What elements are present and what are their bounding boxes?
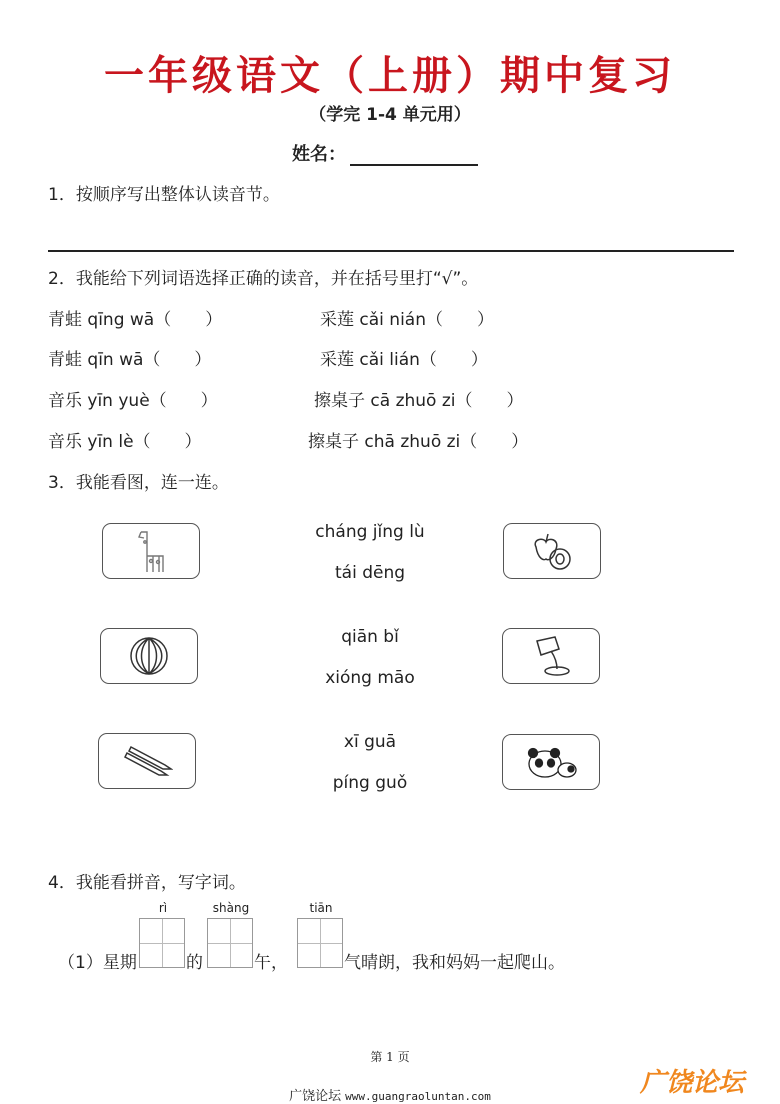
name-field — [292, 140, 478, 166]
sentence-part: 气晴朗，我和妈妈一起爬山。 — [344, 953, 565, 973]
answer-line[interactable] — [48, 250, 734, 252]
apples-icon — [528, 529, 576, 573]
question-1: 1．按顺序写出整体认读音节。 — [48, 185, 280, 205]
page-number: 第 1 页 — [370, 1050, 410, 1064]
option-item[interactable]: 采莲 cǎi lián（ ） — [320, 350, 488, 370]
giraffe-icon — [131, 528, 171, 574]
option-item[interactable]: 音乐 yīn lè（ ） — [48, 432, 202, 452]
option-item[interactable]: 擦桌子 chā zhuō zi（ ） — [308, 432, 529, 452]
sentence-part: （1）星期 — [58, 953, 137, 973]
pencils-icon — [121, 741, 173, 781]
picture-card-panda[interactable] — [502, 734, 600, 790]
pinyin-hint: rì — [158, 901, 168, 915]
footer-url[interactable]: www.guangraoluntan.com — [345, 1090, 491, 1103]
option-item[interactable]: 音乐 yīn yuè（ ） — [48, 391, 218, 411]
watermelon-icon — [124, 633, 174, 679]
picture-card-apples[interactable] — [503, 523, 601, 579]
picture-card-giraffe[interactable] — [102, 523, 200, 579]
pinyin-label: qiān bǐ — [341, 627, 399, 647]
picture-card-watermelon[interactable] — [100, 628, 198, 684]
name-blank[interactable] — [350, 146, 478, 166]
site-logo: 广饶论坛 — [640, 1068, 745, 1098]
question-2: 2．我能给下列词语选择正确的读音，并在括号里打“√”。 — [48, 269, 479, 289]
footer-site-name: 广饶论坛 — [289, 1089, 342, 1104]
sentence-part: 午， — [254, 953, 288, 973]
pinyin-label: xióng māo — [325, 668, 415, 688]
writing-box[interactable] — [139, 918, 185, 968]
pinyin-label: tái dēng — [334, 563, 406, 583]
name-label: 姓名： — [292, 144, 346, 165]
pinyin-hint: tiān — [309, 901, 333, 915]
question-4: 4．我能看拼音，写字词。 — [48, 873, 246, 893]
panda-icon — [523, 742, 579, 782]
option-item[interactable]: 擦桌子 cā zhuō zi（ ） — [314, 391, 524, 411]
option-item[interactable]: 青蛙 qīng wā（ ） — [48, 310, 223, 330]
pinyin-label: píng guǒ — [332, 773, 408, 793]
option-item[interactable]: 采莲 cǎi nián（ ） — [320, 310, 494, 330]
pinyin-hint: shàng — [212, 901, 250, 915]
option-item[interactable]: 青蛙 qīn wā（ ） — [48, 350, 212, 370]
picture-card-lamp[interactable] — [502, 628, 600, 684]
picture-card-pencils[interactable] — [98, 733, 196, 789]
writing-box[interactable] — [207, 918, 253, 968]
writing-box[interactable] — [297, 918, 343, 968]
sentence-part: 的 — [186, 953, 203, 973]
page-title: 一年级语文（上册）期中复习 — [104, 53, 676, 99]
pinyin-label: xī guā — [343, 732, 397, 752]
desk-lamp-icon — [527, 633, 575, 679]
page-subtitle: （学完 1-4 单元用） — [309, 105, 471, 125]
pinyin-label: cháng jǐng lù — [315, 522, 425, 542]
question-3: 3．我能看图，连一连。 — [48, 473, 229, 493]
